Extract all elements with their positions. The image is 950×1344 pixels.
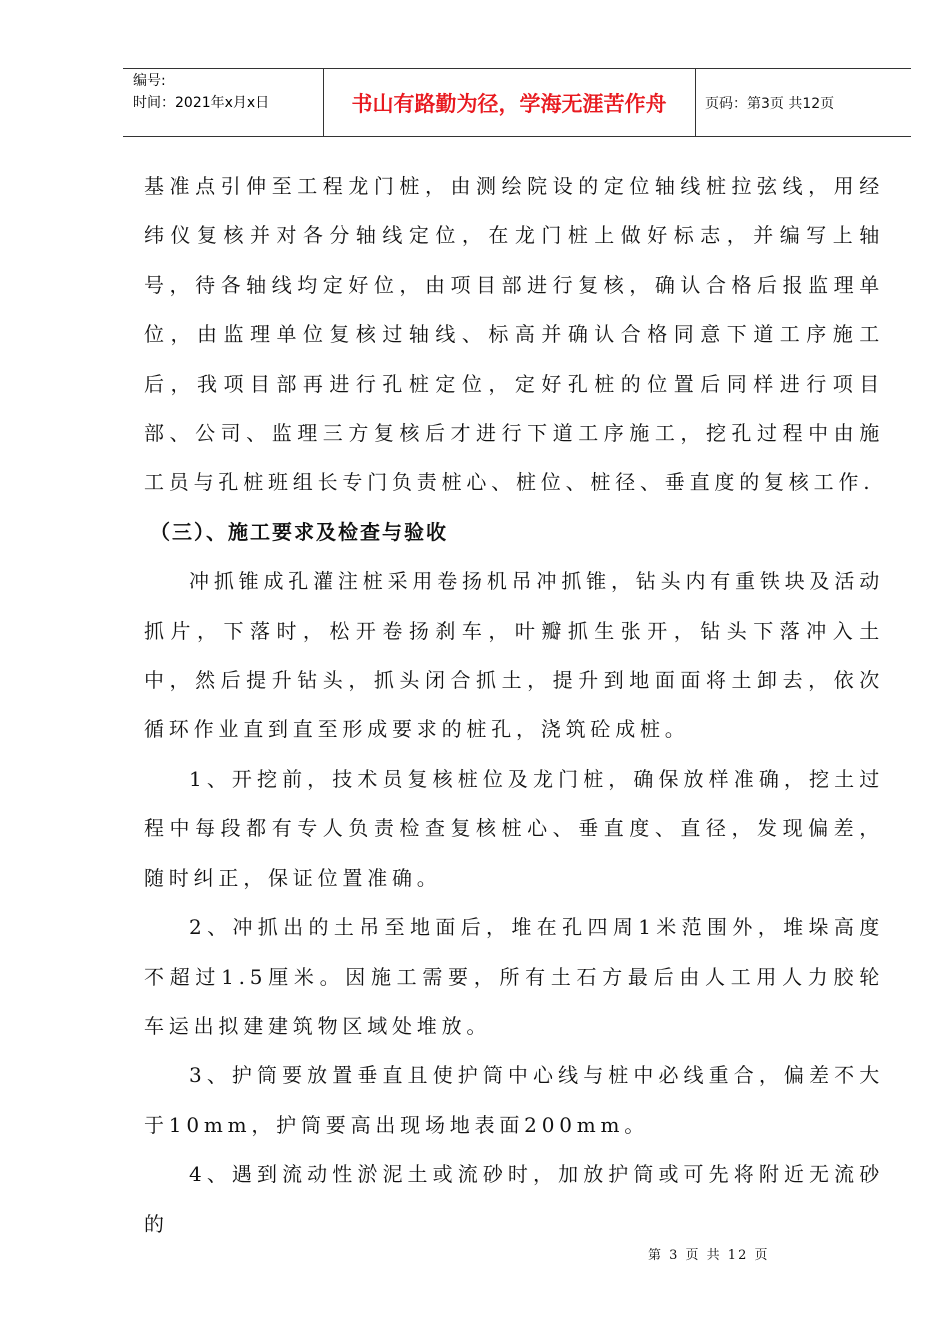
footer-page-number: 第 3 页 共 12 页 [648,1248,770,1263]
header-meta-cell [123,69,324,136]
list-item: 4、遇到流动性淤泥土或流砂时，加放护筒或可先将附近无流砂的 [144,1162,884,1236]
header-page-cell [695,69,911,136]
section-heading: （三）、施工要求及检查与验收 [150,519,448,544]
header-motto: 书山有路勤为径，学海无涯苦作舟 [351,91,667,116]
paragraph: 基准点引伸至工程龙门桩，由测绘院设的定位轴线桩拉弦线，用经纬仪复核并对各分轴线定位，在龙门桩上做好标志，并编写上轴号，待各轴线均定好位，由项目部进行复核，确认合格后报监理单位，由监理单位复核过轴线、标高并确认合格同意下道工序施工后，我项目部再进行孔桩定位，定好孔桩的位置后同样进行项目部、公司、监理三方复核后才进行下道工序施工，挖孔过程中由施工员与孔桩班组长专门负责桩心、桩位、桩径、垂直度的复核工作. [144,174,884,495]
list-item: 2、冲抓出的土吊至地面后，堆在孔四周1米范围外，堆垛高度不超过1.5厘米。因施工需要，所有土石方最后由人工用人力胶轮车运出拟建建筑物区域处堆放。 [144,915,884,1038]
list-item: 1、开挖前，技术员复核桩位及龙门桩，确保放样准确，挖土过程中每段都有专人负责检查复核桩心、垂直度、直径，发现偏差，随时纠正，保证位置准确。 [144,766,884,890]
document-time-label: 时间：2021年x月x日 [133,95,270,111]
page-header [123,68,911,137]
paragraph: 冲抓锥成孔灌注桩采用卷扬机吊冲抓锥，钻头内有重铁块及活动抓片，下落时，松开卷扬刹车，叶瓣抓生张开，钻头下落冲入土中，然后提升钻头，抓头闭合抓土，提升到地面面将土卸去，依次循环作业直到直至形成要求的桩孔，浇筑砼成桩。 [144,569,884,742]
document-body [144,162,884,1249]
list-item: 3、护筒要放置垂直且使护筒中心线与桩中必线重合，偏差不大于10mm，护筒要高出现场地表面200mm。 [144,1063,884,1137]
document-code-label: 编号: [133,73,166,89]
header-page-info: 页码：第3页 共12页 [705,95,835,112]
header-motto-cell [323,69,696,136]
